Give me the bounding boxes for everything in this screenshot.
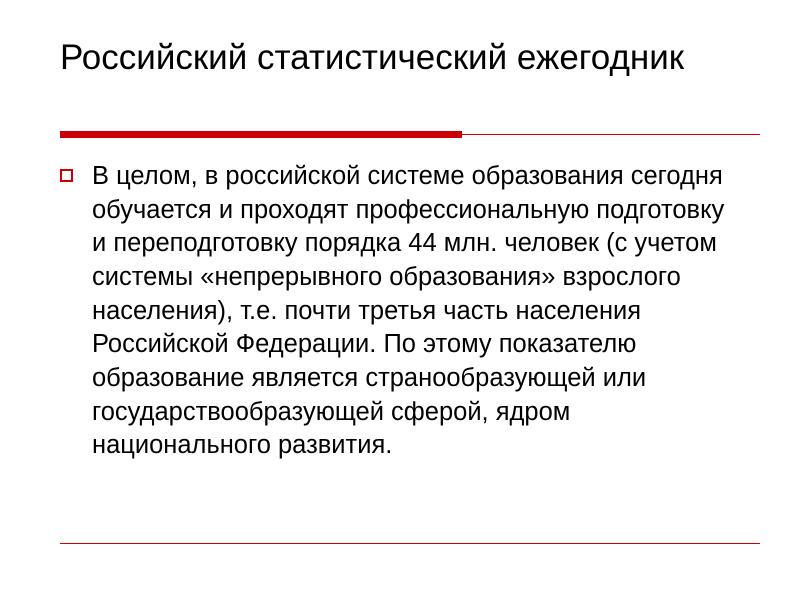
- bullet-list-item: [60, 160, 760, 463]
- footer-divider: [60, 543, 760, 544]
- bullet-item-text: В целом, в российской системе образования сегодня обучается и проходят профессиональную подготовку и переподготовку порядка 44 млн. человек (с учетом системы «непрерывного образования» взрослого населения), т.е. почти третья часть населения Российской Федерации. По этому показателю образование является странообразующей или государствообразующей сферой, ядром национального развития.: [92, 162, 732, 460]
- square-outline-bullet-icon: [60, 169, 73, 182]
- page-title: Российский статистический ежегодник: [60, 38, 685, 77]
- title-underline-thin: [462, 134, 760, 135]
- title-underline-thick: [60, 131, 462, 138]
